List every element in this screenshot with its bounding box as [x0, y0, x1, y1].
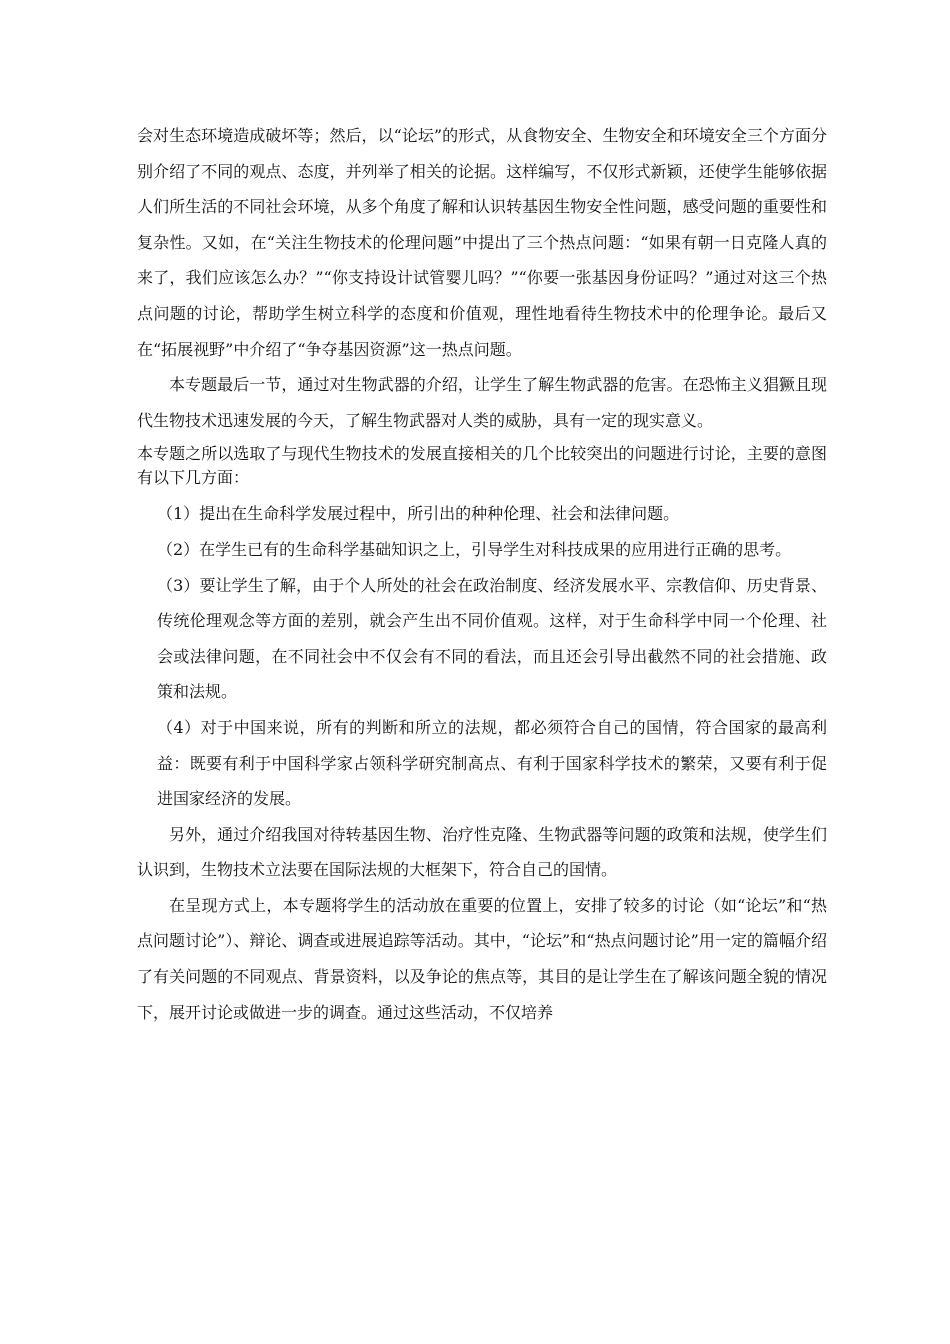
list-item-intention-1: （1）提出在生命科学发展过程中，所引出的种种伦理、社会和法律问题。	[157, 504, 680, 524]
paragraph-bioweapons: 本专题最后一节，通过对生物武器的介绍，让学生了解生物武器的危害。在恐怖主义猖獗且现代生物技术迅速发展的今天，了解生物武器对人类的威胁，具有一定的现实意义。	[137, 375, 827, 430]
paragraph-presentation-method: 在呈现方式上，本专题将学生的活动放在重要的位置上，安排了较多的讨论（如“论坛”和“热点问题讨论”）、辩论、调查或进展追踪等活动。其中，“论坛”和“热点问题讨论”用一定的篇幅介绍了有关问题的不同观点、背景资料，以及争论的焦点等，其目的是让学生在了解该问题全貌的情况下，展开讨论或做进一步的调查。通过这些活动，不仅培养	[137, 895, 827, 1022]
paragraph-legislation: 另外，通过介绍我国对待转基因生物、治疗性克隆、生物武器等问题的政策和法规，使学生们认识到，生物技术立法要在国际法规的大框架下，符合自己的国情。	[137, 824, 827, 880]
paragraph-gmo-forum-and-ethics: 会对生态环境造成破坏等；然后，以“论坛”的形式，从食物安全、生物安全和环境安全三个方面分别介绍了不同的观点、态度，并列举了相关的论据。这样编写，不仅形式新颖，还使学生能够依据人们所生活的不同社会环境，从多个角度了解和认识转基因生物安全性问题，感受问题的重要性和复杂性。又如，在“关注生物技术的伦理问题”中提出了三个热点问题：“如果有朝一日克隆人真的来了，我们应该怎么办？”“你支持设计试管婴儿吗？”“你要一张基因身份证吗？”通过对这三个热点问题的讨论，帮助学生树立科学的态度和价值观，理性地看待生物技术中的伦理争论。最后又在“拓展视野”中介绍了“争夺基因资源”这一热点问题。	[137, 126, 827, 359]
list-item-intention-4: （4）对于中国来说，所有的判断和所立的法规，都必须符合自己的国情，符合国家的最高利益：既要有利于中国科学家占领科学研究制高点、有利于国家科学技术的繁荣，又要有利于促进国家经济的发展。	[157, 717, 827, 809]
document-body	[137, 118, 827, 1030]
list-item-intention-2: （2）在学生已有的生命科学基础知识之上，引导学生对科技成果的应用进行正确的思考。	[157, 539, 792, 559]
list-item-intention-3: （3）要让学生了解，由于个人所处的社会在政治制度、经济发展水平、宗教信仰、历史背景、传统伦理观念等方面的差别，就会产生出不同价值观。这样，对于生命科学中同一个伦理、社会或法律问题，在不同社会中不仅会有不同的看法，而且还会引导出截然不同的社会措施、政策和法规。	[157, 575, 827, 702]
paragraph-intentions-intro: 本专题之所以选取了与现代生物技术的发展直接相关的几个比较突出的问题进行讨论，主要的意图有以下几方面：	[137, 444, 827, 488]
